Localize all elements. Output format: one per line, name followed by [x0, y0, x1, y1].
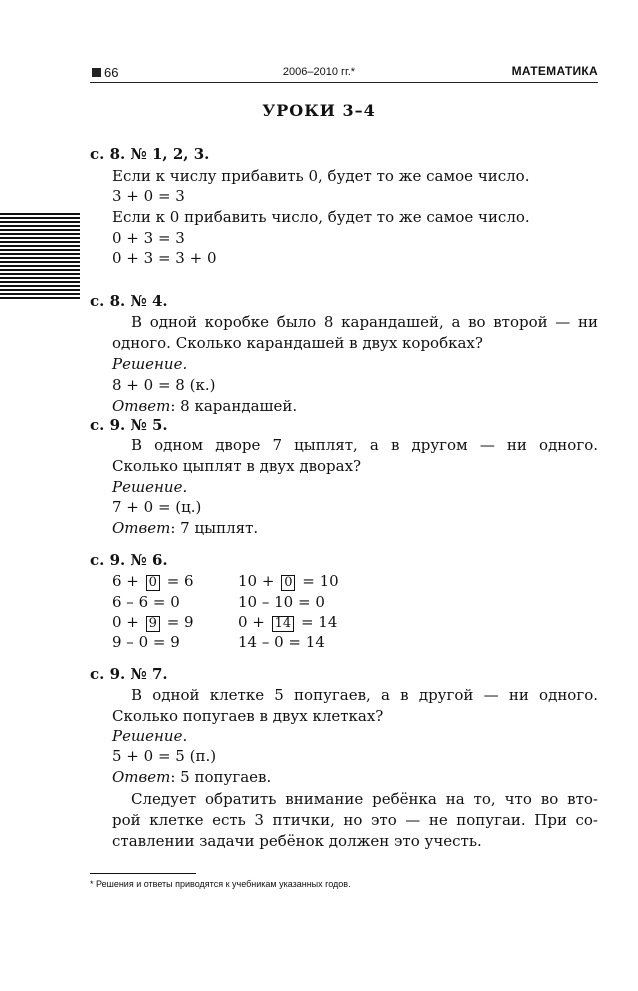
equation: 6 + 0 = 6: [112, 572, 194, 590]
problem-text: Сколько цыплят в двух дворах?: [112, 457, 362, 475]
note-text: рой клетке есть 3 птички, но это — не попугаи. При со-: [112, 811, 598, 829]
answer-line: [112, 518, 258, 538]
answer-label: Ответ: [112, 768, 171, 786]
problem-text: В одной клетке 5 попугаев, а в другой — ни одного.: [131, 686, 598, 704]
equation: 10 + 0 = 10: [238, 572, 339, 590]
problem-text: Сколько попугаев в двух клетках?: [112, 707, 384, 725]
page-title: УРОКИ 3–4: [262, 101, 376, 120]
answer-box: 0: [146, 575, 160, 591]
note-text: ставлении задачи ребёнок должен это учесть.: [112, 832, 482, 850]
solution: 5 + 0 = 5 (п.): [112, 747, 217, 765]
answer-text: : 7 цыплят.: [170, 519, 259, 537]
answer-text: : 5 попугаев.: [170, 768, 272, 786]
section-ref: с. 8. № 4.: [90, 292, 168, 310]
problem-text: В одном дворе 7 цыплят, а в другом — ни одного.: [131, 436, 598, 454]
answer-box: 14: [272, 616, 295, 632]
problem-text: одного. Сколько карандашей в двух коробках?: [112, 334, 483, 352]
side-stripes-decoration: [0, 213, 80, 301]
footnote: * Решения и ответы приводятся к учебникам указанных годов.: [90, 879, 351, 889]
equation: 0 + 3 = 3: [112, 229, 185, 247]
text-line: Если к 0 прибавить число, будет то же самое число.: [112, 208, 530, 226]
answer-box: 0: [281, 575, 295, 591]
equation: 14 – 0 = 14: [238, 633, 325, 651]
note-text: Следует обратить внимание ребёнка на то, что во вто-: [131, 790, 598, 808]
solution-label: Решение.: [112, 478, 188, 496]
answer-box: 9: [146, 616, 160, 632]
solution-label: Решение.: [112, 727, 188, 745]
answer-line: [112, 767, 271, 787]
header-subject: МАТЕМАТИКА: [511, 64, 598, 78]
section-ref: с. 9. № 6.: [90, 551, 168, 569]
page-number-text: 66: [104, 65, 119, 80]
footnote-rule: [90, 873, 196, 874]
equation: 3 + 0 = 3: [112, 187, 185, 205]
solution: 8 + 0 = 8 (к.): [112, 376, 216, 394]
problem-text: В одной коробке было 8 карандашей, а во второй — ни: [131, 313, 598, 331]
text-line: Если к числу прибавить 0, будет то же самое число.: [112, 167, 530, 185]
answer-label: Ответ: [112, 519, 171, 537]
header-years: 2006–2010 гг.*: [282, 66, 356, 78]
section-ref: с. 9. № 7.: [90, 665, 168, 683]
equation: 0 + 9 = 9: [112, 613, 194, 631]
answer-text: : 8 карандашей.: [170, 397, 298, 415]
answer-line: [112, 396, 297, 416]
header-rule: [90, 82, 598, 83]
equation: 10 – 10 = 0: [238, 593, 325, 611]
solution-label: Решение.: [112, 355, 188, 373]
answer-label: Ответ: [112, 397, 171, 415]
section-ref: с. 8. № 1, 2, 3.: [90, 145, 210, 163]
solution: 7 + 0 = (ц.): [112, 498, 202, 516]
equation: 6 – 6 = 0: [112, 593, 180, 611]
equation: 0 + 14 = 14: [238, 613, 338, 631]
section-ref: с. 9. № 5.: [90, 416, 168, 434]
equation: 0 + 3 = 3 + 0: [112, 249, 217, 267]
equation: 9 – 0 = 9: [112, 633, 180, 651]
